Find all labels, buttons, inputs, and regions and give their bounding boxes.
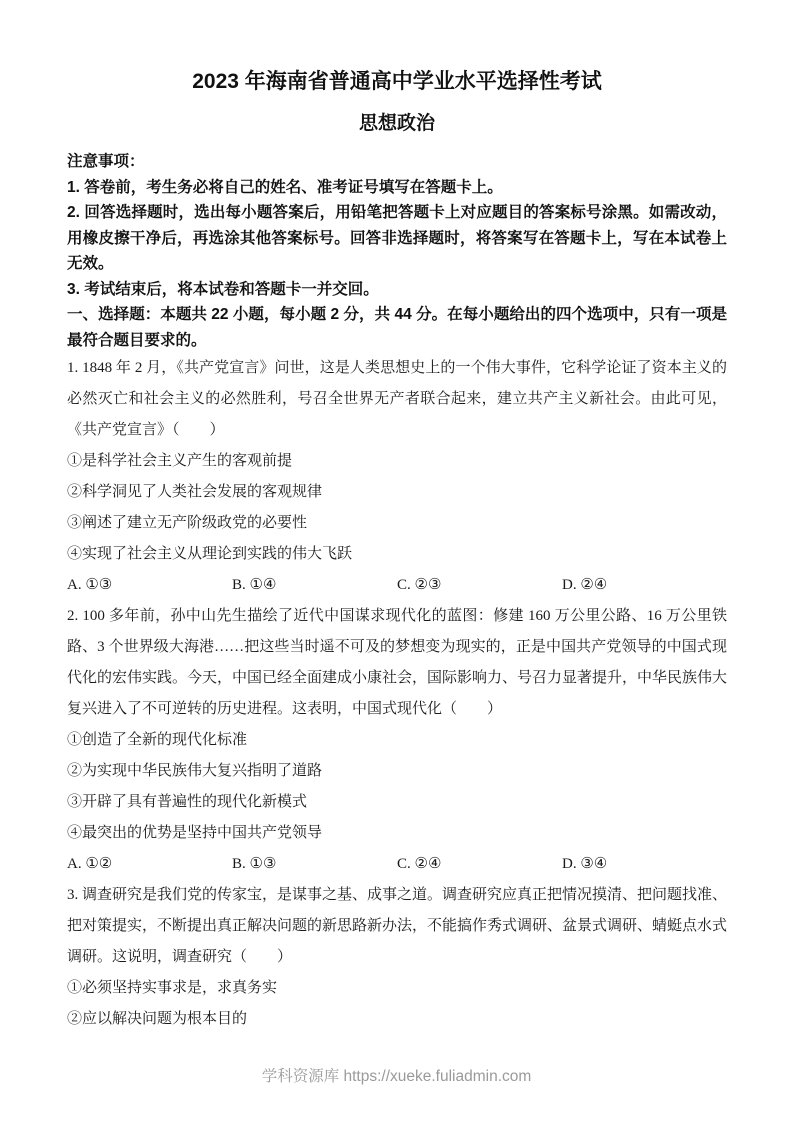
question-3 [67,880,727,1035]
notice-item-3: 3. 考试结束后，将本试卷和答题卡一并交回。 [67,280,379,298]
question-2-options-row [67,849,727,880]
question-2-item-3: ③开辟了具有普遍性的现代化新模式 [67,794,308,810]
questions-section [67,353,727,1035]
exam-subject-title: 思想政治 [358,113,435,134]
notice-item-2: 2. 回答选择题时，选出每小题答案后，用铅笔把答题卡上对应题目的答案标号涂黑。如需改动，用橡皮擦干净后，再选涂其他答案标号。回答非选择题时，将答案写在答题卡上，写在本试卷上无效。 [67,204,727,272]
question-2-item-4: ④最突出的优势是坚持中国共产党领导 [67,825,323,841]
question-1-stem: 1. 1848 年 2 月，《共产党宣言》问世，这是人类思想史上的一个伟大事件，它科学论证了资本主义的必然灭亡和社会主义的必然胜利，号召全世界无产者联合起来，建立共产主义新社会。由此可见，《共产党宣言》（ ） [67,360,727,438]
question-2-option-c: C. ②④ [397,856,442,872]
notice-heading: 注意事项： [67,153,145,170]
question-1-item-1: ①是科学社会主义产生的客观前提 [67,453,293,469]
question-1-options-row [67,570,727,601]
notice-item-1: 1. 答卷前，考生务必将自己的姓名、准考证号填写在答题卡上。 [67,178,503,196]
question-3-item-1: ①必须坚持实事求是，求真务实 [67,980,278,996]
watermark-footer-text: 学科资源库 https://xueke.fuliadmin.com [261,1068,532,1085]
question-3-item-2: ②应以解决问题为根本目的 [67,1011,248,1027]
question-2-option-d: D. ③④ [562,856,608,872]
question-3-stem: 3. 调查研究是我们党的传家宝，是谋事之基、成事之道。调查研究应真正把情况摸清、把问题找准、把对策提实，不断提出真正解决问题的新思路新办法，不能搞作秀式调研、盆景式调研、蜻蜓点水式调研。这说明，调查研究（ ） [67,887,728,965]
notice-section [67,149,727,353]
question-1 [67,353,727,601]
question-2-option-b: B. ①③ [232,856,277,872]
question-1-option-b: B. ①④ [232,577,277,593]
question-1-option-d: D. ②④ [562,577,608,593]
question-1-option-c: C. ②③ [397,577,442,593]
question-1-item-2: ②科学洞见了人类社会发展的客观规律 [67,484,323,500]
question-2-item-2: ②为实现中华民族伟大复兴指明了道路 [67,763,323,779]
watermark-footer [0,1066,793,1088]
question-1-item-3: ③阐述了建立无产阶级政党的必要性 [67,515,308,531]
question-2-option-a: A. ①② [67,856,113,872]
question-2-item-1: ①创造了全新的现代化标准 [67,732,248,748]
question-1-item-4: ④实现了社会主义从理论到实践的伟大飞跃 [67,546,353,562]
exam-title: 2023 年海南省普通高中学业水平选择性考试 [192,70,602,93]
question-2 [67,601,727,880]
section-1-header: 一、选择题：本题共 22 小题，每小题 2 分，共 44 分。在每小题给出的四个选项中，只有一项是最符合题目要求的。 [67,306,727,349]
question-1-option-a: A. ①③ [67,577,113,593]
question-2-stem: 2. 100 多年前，孙中山先生描绘了近代中国谋求现代化的蓝图：修建 160 万公里公路、16 万公里铁路、3 个世界级大海港……把这些当时遥不可及的梦想变为现实的，正是中国共产党领导的中国式现代化的宏伟实践。今天，中国已经全面建成小康社会，国际影响力、号召力显著提升，中华民族伟大复兴进入了不可逆转的历史进程。这表明，中国式现代化（ ） [67,608,728,717]
page-content [67,0,727,1035]
